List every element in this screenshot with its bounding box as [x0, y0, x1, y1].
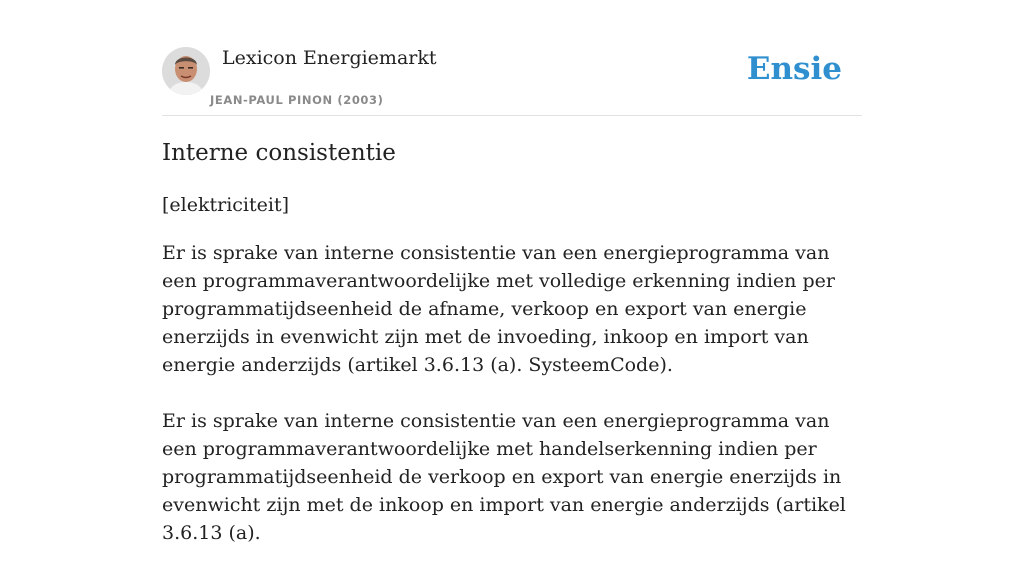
- entry-paragraph: Er is sprake van interne consistentie van een energieprogramma van een programmaverantwoordelijke met volledige erkenning indien per programmatijdseenheid de afname, verkoop en export van energie enerzijds in evenwicht zijn met de invoeding, inkoop en import van energie anderzijds (artikel 3.6.13 (a). SysteemCode).: [162, 242, 835, 376]
- page-header: [162, 40, 862, 116]
- author-name[interactable]: JEAN-PAUL PINON (2003): [210, 93, 384, 107]
- author-avatar: [162, 47, 210, 95]
- book-title[interactable]: Lexicon Energiemarkt: [222, 47, 437, 69]
- entry-title: Interne consistentie: [162, 140, 396, 166]
- entry-category: [elektriciteit]: [162, 194, 290, 216]
- entry-paragraph: Er is sprake van interne consistentie van een energieprogramma van een programmaverantwoordelijke met handelserkenning indien per programmatijdseenheid de verkoop en export van energie enerzijds in evenwicht zijn met de inkoop en import van energie anderzijds (artikel 3.6.13 (a).: [162, 410, 846, 544]
- ensie-logo[interactable]: Ensie: [746, 51, 842, 87]
- entry-body: [162, 239, 862, 575]
